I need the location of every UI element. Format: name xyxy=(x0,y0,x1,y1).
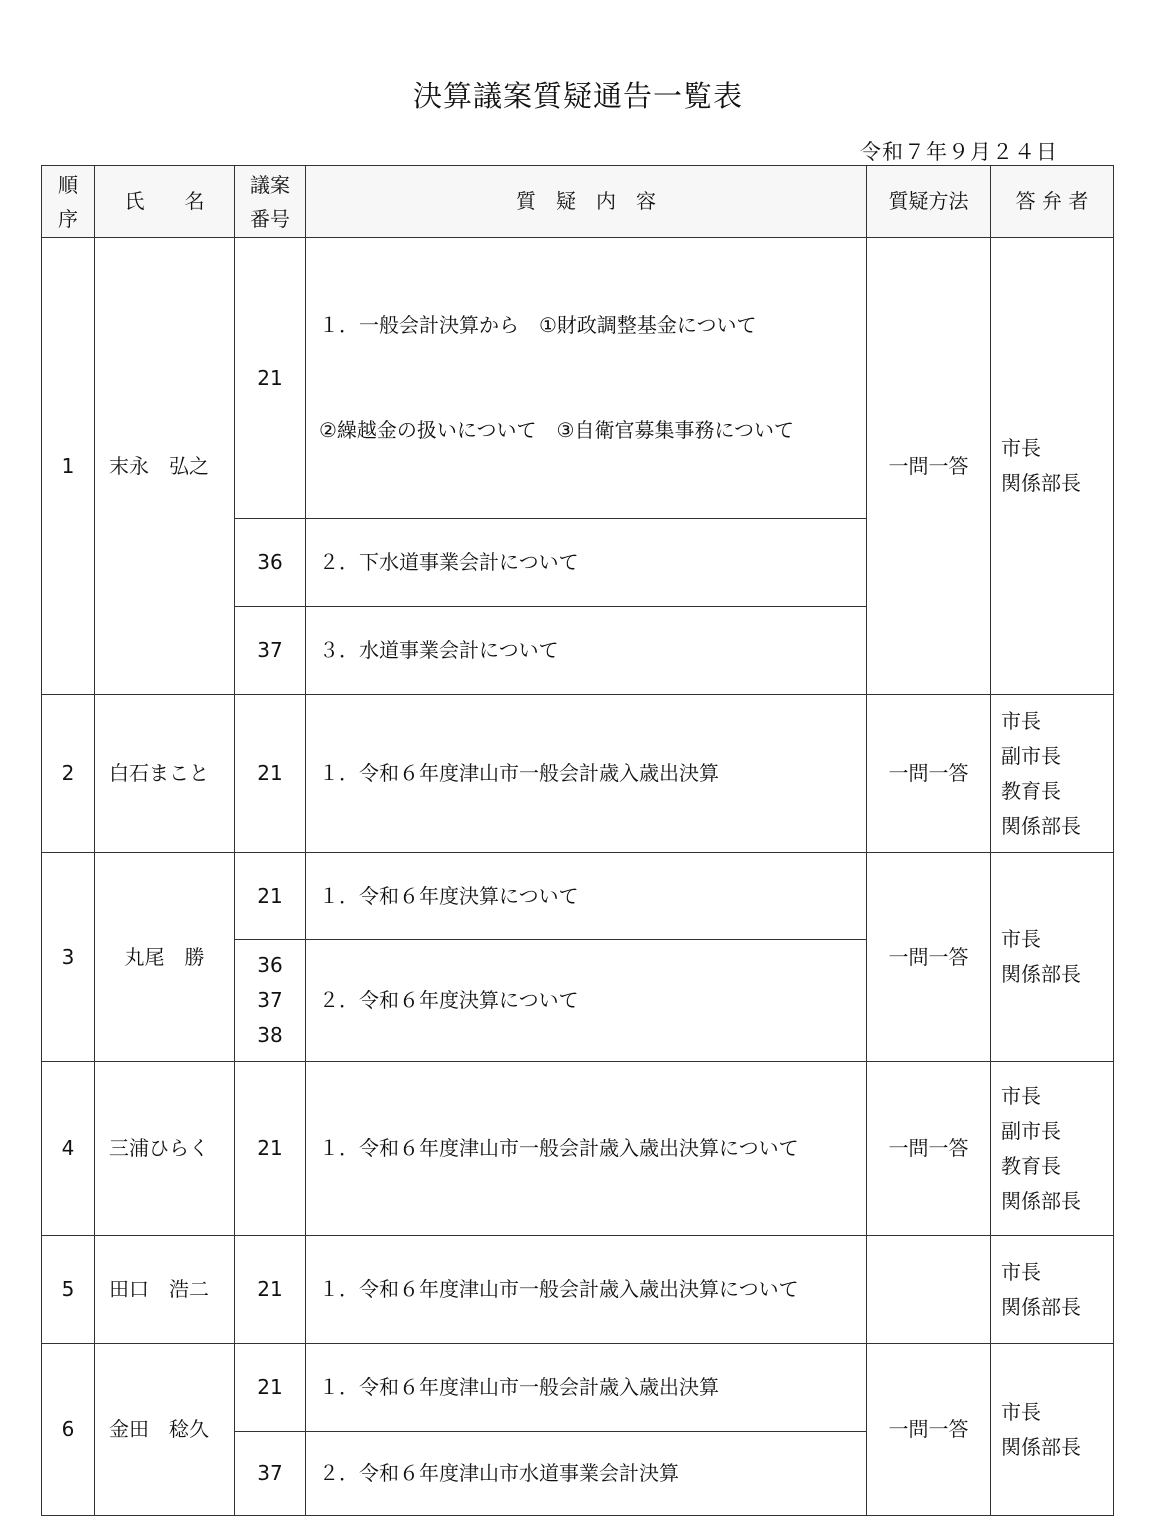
row-seq: 5 xyxy=(42,1236,95,1344)
row-bill: 21 xyxy=(235,695,306,853)
row-bill: 21 xyxy=(235,238,306,519)
respondent: 関係部長 xyxy=(1001,1434,1081,1459)
row-bill-number: 36 xyxy=(257,953,283,977)
row-seq: 4 xyxy=(42,1062,95,1236)
row-respondents xyxy=(991,1062,1114,1236)
row-name: 白石まこと xyxy=(95,695,235,853)
row-content: １．令和６年度津山市一般会計歳入歳出決算について xyxy=(306,1236,867,1344)
row-content: ２．令和６年度津山市水道事業会計決算 xyxy=(306,1432,867,1516)
row-seq: 2 xyxy=(42,695,95,853)
row-bill-number: 37 xyxy=(257,988,283,1012)
row-content xyxy=(306,238,867,519)
row-name: 金田 稔久 xyxy=(95,1344,235,1516)
row-respondents xyxy=(991,853,1114,1062)
row-respondents xyxy=(991,695,1114,853)
row-respondents xyxy=(991,1236,1114,1344)
respondent: 市長 xyxy=(1001,436,1041,460)
header-bill-line2: 番号 xyxy=(250,206,290,231)
row-content: １．令和６年度津山市一般会計歳入歳出決算 xyxy=(306,1344,867,1432)
row-bill: 21 xyxy=(235,1344,306,1432)
table-row xyxy=(42,853,1114,940)
header-name: 氏 名 xyxy=(95,166,235,238)
row-bill: 21 xyxy=(235,1236,306,1344)
respondent: 教育長 xyxy=(1001,778,1061,803)
row-name: 三浦ひらく xyxy=(95,1062,235,1236)
row-seq: 3 xyxy=(42,853,95,1062)
question-notice-table xyxy=(41,165,1114,1516)
respondent: 副市長 xyxy=(1001,743,1061,768)
table-row xyxy=(42,1236,1114,1344)
header-seq-line2: 序 xyxy=(58,206,78,231)
respondent: 関係部長 xyxy=(1001,471,1081,495)
row-seq: 1 xyxy=(42,238,95,695)
respondent: 市長 xyxy=(1001,1083,1041,1108)
row-content: １．令和６年度津山市一般会計歳入歳出決算 xyxy=(306,695,867,853)
respondent: 関係部長 xyxy=(1001,1188,1081,1213)
header-method: 質疑方法 xyxy=(867,166,991,238)
row-method xyxy=(867,1236,991,1344)
row-respondents xyxy=(991,238,1114,695)
row-content: ２．下水道事業会計について xyxy=(306,519,867,607)
respondent: 市長 xyxy=(1001,927,1041,951)
table-row xyxy=(42,1344,1114,1432)
table-row xyxy=(42,238,1114,519)
table-header-row xyxy=(42,166,1114,238)
header-respondent: 答 弁 者 xyxy=(991,166,1114,238)
row-content: １．令和６年度津山市一般会計歳入歳出決算について xyxy=(306,1062,867,1236)
respondent: 市長 xyxy=(1001,708,1041,733)
respondent: 市長 xyxy=(1001,1399,1041,1424)
respondent: 教育長 xyxy=(1001,1153,1061,1178)
respondent: 関係部長 xyxy=(1001,962,1081,986)
table-row xyxy=(42,1062,1114,1236)
row-bill-number: 38 xyxy=(257,1023,283,1047)
row-method: 一問一答 xyxy=(867,853,991,1062)
document-date: 令和７年９月２４日 xyxy=(860,140,1058,164)
row-method: 一問一答 xyxy=(867,1344,991,1516)
row-name: 末永 弘之 xyxy=(95,238,235,695)
row-name: 田口 浩二 xyxy=(95,1236,235,1344)
row-name: 丸尾 勝 xyxy=(95,853,235,1062)
header-seq-line1: 順 xyxy=(58,172,78,197)
row-respondents xyxy=(991,1344,1114,1516)
document-title: 決算議案質疑通告一覧表 xyxy=(412,79,743,113)
respondent: 副市長 xyxy=(1001,1118,1061,1143)
row-content: ３．水道事業会計について xyxy=(306,607,867,695)
row-seq: 6 xyxy=(42,1344,95,1516)
respondent: 関係部長 xyxy=(1001,813,1081,838)
row-bill: 37 xyxy=(235,1432,306,1516)
row-content-line: １．一般会計決算から ①財政調整基金について xyxy=(319,313,757,337)
header-bill xyxy=(235,166,306,238)
row-bill xyxy=(235,940,306,1062)
table-row xyxy=(42,695,1114,853)
header-seq xyxy=(42,166,95,238)
row-bill: 21 xyxy=(235,853,306,940)
row-bill: 37 xyxy=(235,607,306,695)
row-method: 一問一答 xyxy=(867,1062,991,1236)
row-method: 一問一答 xyxy=(867,695,991,853)
row-content: ２．令和６年度決算について xyxy=(306,940,867,1062)
row-content-line: ②繰越金の扱いについて ③自衛官募集事務について xyxy=(319,418,795,442)
row-bill: 21 xyxy=(235,1062,306,1236)
header-bill-line1: 議案 xyxy=(250,172,290,197)
row-content: １．令和６年度決算について xyxy=(306,853,867,940)
header-content: 質 疑 内 容 xyxy=(306,166,867,238)
respondent: 関係部長 xyxy=(1001,1294,1081,1319)
row-method: 一問一答 xyxy=(867,238,991,695)
row-bill: 36 xyxy=(235,519,306,607)
respondent: 市長 xyxy=(1001,1259,1041,1284)
